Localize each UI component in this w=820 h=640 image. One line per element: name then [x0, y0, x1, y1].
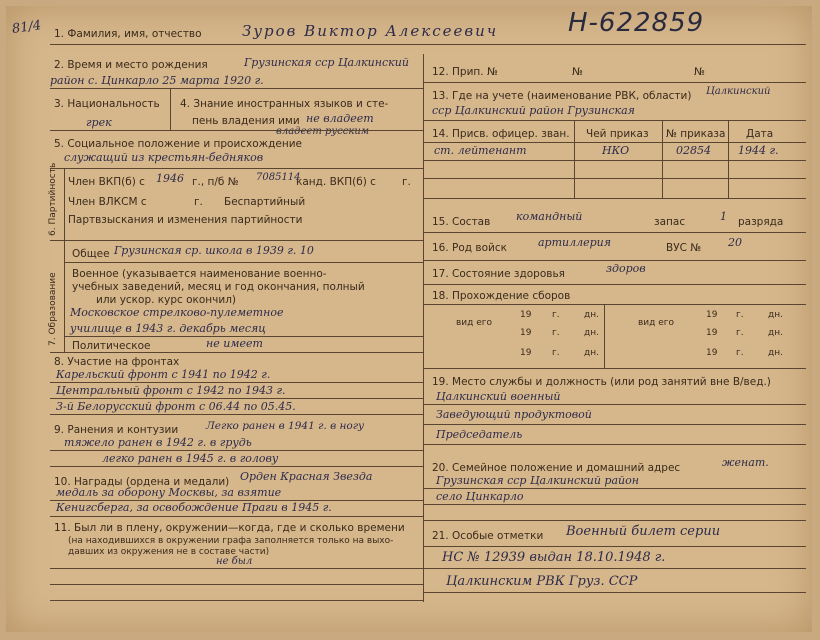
document-number: Н-622859 [568, 8, 705, 38]
field-10-label: 10. Награды (ордена и медали) [54, 476, 230, 488]
f18-l-2-g: г. [552, 328, 560, 338]
field-11-note-2: давших из окружения не в составе части) [68, 547, 270, 557]
corner-mark: 81/4 [11, 18, 43, 37]
field-10-line-3: Кенигсберга, за освобождение Праги в 1945 г. [56, 501, 332, 514]
field-12-mid: № [572, 66, 583, 78]
field-6-row2-a: Член ВЛКСМ с [68, 196, 147, 208]
field-21-line-1: Военный билет серии [566, 524, 721, 539]
field-15-reserve-label: запас [654, 216, 686, 228]
field-6-row1-year: 1946 [156, 172, 184, 185]
field-2-value-1: Грузинская сср Цалкинский [244, 56, 409, 69]
field-6-side-label: 6. Партийность [48, 162, 58, 236]
field-8-line-1: Карельский фронт с 1941 по 1942 г. [56, 368, 271, 381]
field-7-military-l3: или ускор. курс окончил) [96, 294, 237, 306]
field-19-label: 19. Место службы и должность (или род занятий вне В/вед.) [432, 376, 771, 388]
field-18-col-left: вид его [456, 318, 493, 328]
field-9-line-1: Легко ранен в 1941 г. в ногу [206, 420, 365, 432]
field-6-row1-b: г., п/б № [192, 176, 239, 188]
field-11-value: не был [216, 556, 253, 567]
field-15-reserve-value: 1 [720, 210, 727, 223]
field-10-line-1: Орден Красная Звезда [240, 470, 373, 483]
field-14-num: 02854 [676, 144, 711, 157]
field-19-line-2: Заведующий продуктовой [436, 408, 592, 421]
f18-l-1-g: г. [552, 310, 560, 320]
field-2-value-2: район с. Цинкарло 25 марта 1920 г. [50, 74, 264, 87]
field-10-line-2: медаль за оборону Москвы, за взятие [56, 486, 282, 499]
f18-r-2-year: 19 [706, 328, 718, 338]
field-6-row3: Партвзыскания и изменения партийности [68, 214, 303, 226]
f18-l-3-dn: дн. [584, 348, 599, 358]
field-9-line-3: легко ранен в 1945 г. в голову [102, 452, 279, 465]
field-4-label-1: 4. Знание иностранных языков и сте- [180, 98, 389, 110]
field-12-end: № [694, 66, 705, 78]
field-19-line-1: Цалкинский военный [436, 390, 561, 403]
field-12-label: 12. Прип. № [432, 66, 498, 78]
field-18-col-right: вид его [638, 318, 675, 328]
field-2-label: 2. Время и место рождения [54, 59, 208, 71]
field-7-military-l1: Военное (указывается наименование военно- [72, 268, 327, 280]
field-6-row1-c: канд. ВКП(б) с [296, 176, 376, 188]
field-5-value: служащий из крестьян-бедняков [64, 151, 264, 164]
field-20-line-1: Грузинская сср Цалкинский район [436, 474, 639, 487]
field-9-label: 9. Ранения и контузии [54, 424, 179, 436]
field-20-line-2: село Цинкарло [436, 490, 524, 503]
field-14-label: 14. Присв. офицер. зван. [432, 128, 570, 140]
field-6-row2-b: г. [194, 196, 203, 208]
field-14-order: НКО [602, 144, 630, 157]
field-6-row1-num: 7085114 [256, 172, 301, 183]
field-17-label: 17. Состояние здоровья [432, 268, 565, 280]
field-7-military-l2: учебных заведений, месяц и год окончания, полный [72, 281, 365, 293]
f18-r-1-dn: дн. [768, 310, 783, 320]
field-14-col-order: Чей приказ [586, 128, 649, 140]
field-20-value-0: женат. [722, 456, 769, 469]
field-13-label: 13. Где на учете (наименование РВК, области) [432, 90, 692, 102]
f18-l-3-year: 19 [520, 348, 532, 358]
field-14-col-date: Дата [746, 128, 774, 140]
field-21-line-2: НС № 12939 выдан 18.10.1948 г. [442, 550, 666, 565]
field-8-line-2: Центральный фронт с 1942 по 1943 г. [56, 384, 286, 397]
field-16-vus-value: 20 [728, 236, 742, 249]
field-11-note-1: (на находившихся в окружении графа заполняется только на выхо- [68, 536, 394, 546]
field-19-line-3: Председатель [436, 428, 523, 441]
field-7-military-v2: училище в 1943 г. декабрь месяц [70, 322, 266, 335]
field-11-label: 11. Был ли в плену, окружении—когда, где и сколько времени [54, 522, 405, 534]
field-21-line-3: Цалкинским РВК Груз. ССР [446, 574, 638, 589]
field-6-row1-a: Член ВКП(б) с [68, 176, 145, 188]
field-5-label: 5. Социальное положение и происхождение [54, 138, 303, 150]
field-20-label: 20. Семейное положение и домашний адрес [432, 462, 681, 474]
field-18-label: 18. Прохождение сборов [432, 290, 571, 302]
field-6-row1-d: г. [402, 176, 411, 188]
f18-r-2-dn: дн. [768, 328, 783, 338]
f18-l-2-dn: дн. [584, 328, 599, 338]
field-7-military-v1: Московское стрелково-пулеметное [70, 306, 284, 319]
field-13-value-1: Цалкинский [706, 86, 771, 97]
field-1-value: Зуров Виктор Алексеевич [242, 22, 499, 40]
field-7-political-value: не имеет [206, 337, 263, 350]
field-4-label-2: пень владения ими [192, 115, 300, 127]
f18-l-1-year: 19 [520, 310, 532, 320]
field-7-general-label: Общее [72, 248, 110, 260]
field-21-label: 21. Особые отметки [432, 530, 544, 542]
field-3-value: грек [86, 116, 112, 129]
field-7-general-value: Грузинская ср. школа в 1939 г. 10 [114, 244, 314, 257]
field-14-rank: ст. лейтенант [434, 144, 527, 157]
military-record-card [6, 6, 812, 632]
field-14-date: 1944 г. [738, 144, 779, 157]
field-14-col-num: № приказа [666, 128, 726, 140]
f18-l-3-g: г. [552, 348, 560, 358]
field-16-value: артиллерия [538, 236, 612, 249]
f18-r-3-year: 19 [706, 348, 718, 358]
f18-l-1-dn: дн. [584, 310, 599, 320]
field-8-line-3: 3-й Белорусский фронт с 06.44 по 05.45. [56, 400, 296, 413]
field-15-label: 15. Состав [432, 216, 491, 228]
field-16-vus-label: ВУС № [666, 242, 702, 254]
field-4-value-1: не владеет [306, 112, 374, 125]
f18-l-2-year: 19 [520, 328, 532, 338]
field-9-line-2: тяжело ранен в 1942 г. в грудь [64, 436, 252, 449]
field-7-political-label: Политическое [72, 340, 151, 352]
field-4-value-2: владеет русским [276, 126, 370, 137]
field-16-label: 16. Род войск [432, 242, 507, 254]
field-8-label: 8. Участие на фронтах [54, 356, 180, 368]
field-1-label: 1. Фамилия, имя, отчество [54, 28, 202, 40]
field-17-value: здоров [606, 262, 646, 275]
f18-r-3-dn: дн. [768, 348, 783, 358]
field-13-value-2: сср Цалкинский район Грузинская [432, 104, 635, 117]
f18-r-2-g: г. [736, 328, 744, 338]
field-15-value: командный [516, 210, 583, 223]
f18-r-1-g: г. [736, 310, 744, 320]
f18-r-1-year: 19 [706, 310, 718, 320]
field-3-label: 3. Национальность [54, 98, 160, 110]
field-6-row2-c: Беспартийный [224, 196, 306, 208]
f18-r-3-g: г. [736, 348, 744, 358]
field-15-rank-label: разряда [738, 216, 784, 228]
field-7-side-label: 7. Образование [48, 272, 58, 346]
